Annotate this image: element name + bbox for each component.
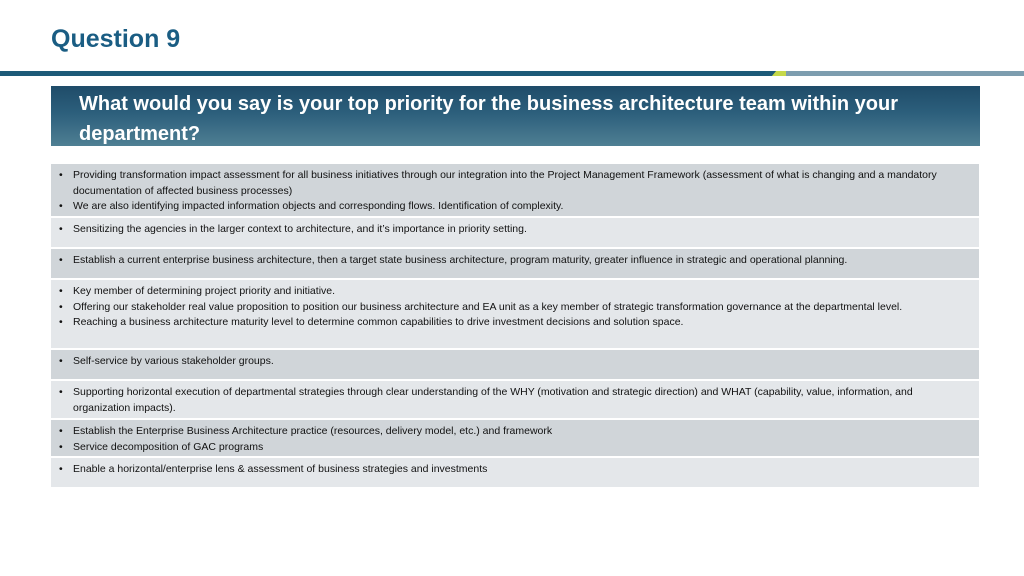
answer-item: • Establish a current enterprise business architecture, then a target state business architecture, program maturity, greater influence in strategic and operational planning. (59, 254, 848, 266)
slide-title: Question 9 (51, 25, 181, 53)
answer-item: • Offering our stakeholder real value proposition to position our business architecture and EA unit as a key member of strategic transformation governance at the departmental level. (59, 300, 903, 313)
divider-blue-segment (0, 71, 780, 76)
divider-gray-segment (786, 71, 1024, 76)
answer-row (51, 249, 979, 280)
answer-item: • Enable a horizontal/enterprise lens & assessment of business strategies and investments (59, 463, 488, 475)
answer-item: • Reaching a business architecture maturity level to determine common capabilities to drive investment decisions and solution space. (59, 316, 684, 328)
answer-row (51, 350, 979, 381)
answer-row (51, 218, 979, 249)
question-banner (51, 86, 980, 146)
title-divider (0, 71, 1024, 76)
answers-table (51, 164, 979, 489)
answer-row (51, 381, 979, 420)
answer-row (51, 420, 979, 458)
answer-item: • Establish the Enterprise Business Architecture practice (resources, delivery model, etc.) and framework (59, 425, 553, 437)
answer-item: • Key member of determining project priority and initiative. (59, 285, 336, 297)
question-text: What would you say is your top priority for the business architecture team within your department? (79, 93, 899, 145)
answer-item: • Supporting horizontal execution of departmental strategies through clear understanding of the WHY (motivation and strategic direction) and WHAT (capability, value, information, and organization impacts). (59, 386, 913, 414)
answer-item: • Self-service by various stakeholder groups. (59, 355, 274, 367)
answer-row (51, 164, 979, 218)
answer-item: • We are also identifying impacted information objects and corresponding flows. Identification of complexity. (59, 200, 564, 212)
answer-item: • Service decomposition of GAC programs (59, 440, 264, 453)
answer-row (51, 458, 979, 489)
answer-row (51, 280, 979, 350)
answer-item: • Sensitizing the agencies in the larger context to architecture, and it’s importance in priority setting. (59, 223, 527, 235)
answer-item: • Providing transformation impact assessment for all business initiatives through our integration into the Project Management Framework (assessment of what is changing and a mandatory documentation of affected business processes) (59, 169, 937, 197)
